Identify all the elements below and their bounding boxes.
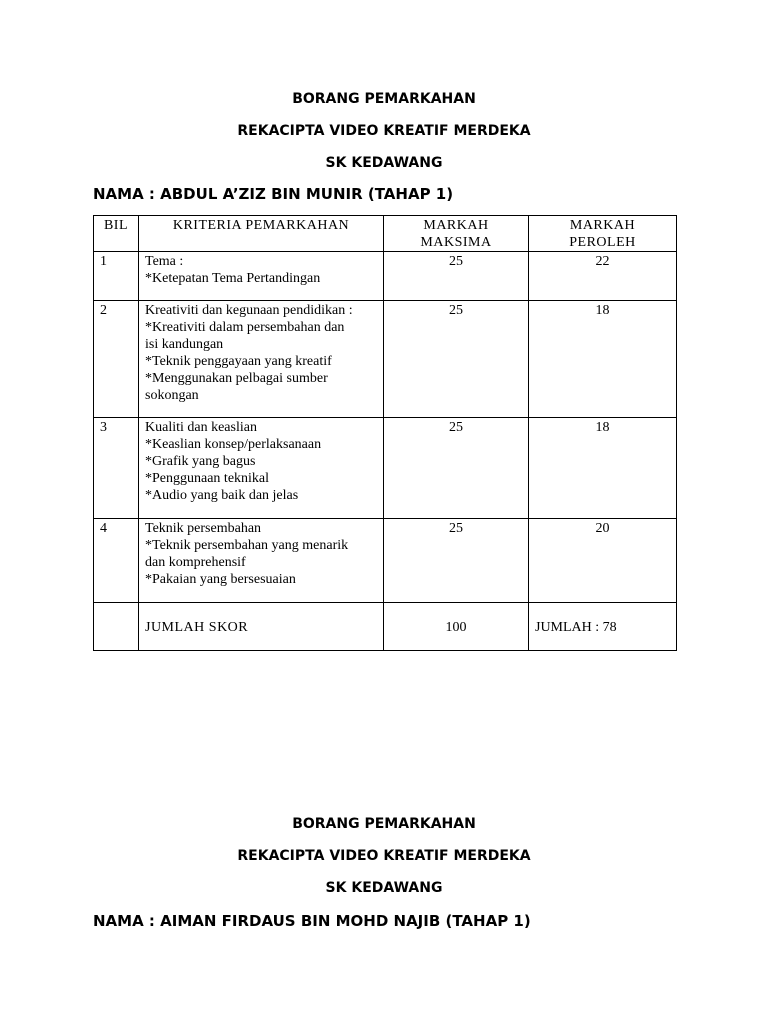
row-bil: 2 xyxy=(94,301,139,418)
table-row xyxy=(94,301,677,418)
row-maksima: 25 xyxy=(384,418,529,519)
kriteria-line: *Teknik persembahan yang menarik xyxy=(145,538,349,553)
score-table xyxy=(93,215,677,651)
form1-school: SK KEDAWANG xyxy=(325,155,443,171)
kriteria-line: *Teknik penggayaan yang kreatif xyxy=(145,354,332,369)
row-peroleh: 22 xyxy=(529,252,677,301)
table-row xyxy=(94,252,677,301)
row-kriteria xyxy=(139,418,384,519)
row-maksima: 25 xyxy=(384,301,529,418)
kriteria-line: *Audio yang baik dan jelas xyxy=(145,488,299,503)
kriteria-line: Teknik persembahan xyxy=(145,521,262,536)
row-bil: 1 xyxy=(94,252,139,301)
row-maksima: 25 xyxy=(384,252,529,301)
table-total-row xyxy=(94,603,677,651)
header-bil: BIL xyxy=(94,216,139,252)
total-bil-empty xyxy=(94,603,139,651)
row-kriteria xyxy=(139,301,384,418)
kriteria-line: Kualiti dan keaslian xyxy=(145,420,257,435)
row-kriteria xyxy=(139,519,384,603)
total-maksima: 100 xyxy=(384,603,529,651)
form2-nama: NAMA : AIMAN FIRDAUS BIN MOHD NAJIB (TAHAP 1) xyxy=(93,912,531,930)
kriteria-line: Kreativiti dan kegunaan pendidikan : xyxy=(145,303,353,318)
kriteria-line: *Ketepatan Tema Pertandingan xyxy=(145,271,321,286)
kriteria-line: dan komprehensif xyxy=(145,555,246,570)
form2-subtitle: REKACIPTA VIDEO KREATIF MERDEKA xyxy=(237,848,531,864)
row-peroleh: 18 xyxy=(529,418,677,519)
form2-title: BORANG PEMARKAHAN xyxy=(292,816,476,832)
table-row xyxy=(94,519,677,603)
row-maksima: 25 xyxy=(384,519,529,603)
row-peroleh: 18 xyxy=(529,301,677,418)
header-markah-peroleh xyxy=(529,216,677,252)
form2-school: SK KEDAWANG xyxy=(325,880,443,896)
header-maksima-line: MARKAH xyxy=(423,218,489,233)
header-maksima-line: MAKSIMA xyxy=(420,235,492,250)
total-peroleh: JUMLAH : 78 xyxy=(529,603,677,651)
kriteria-line: *Penggunaan teknikal xyxy=(145,471,270,486)
table-row xyxy=(94,418,677,519)
kriteria-line: *Menggunakan pelbagai sumber xyxy=(145,371,328,386)
header-peroleh-line: MARKAH xyxy=(569,218,636,233)
total-label: JUMLAH SKOR xyxy=(139,603,384,651)
table-header-row xyxy=(94,216,677,252)
kriteria-line: sokongan xyxy=(145,388,199,403)
kriteria-line: *Pakaian yang bersesuaian xyxy=(145,572,296,587)
row-kriteria xyxy=(139,252,384,301)
row-peroleh: 20 xyxy=(529,519,677,603)
form1-nama: NAMA : ABDUL A’ZIZ BIN MUNIR (TAHAP 1) xyxy=(93,185,454,203)
kriteria-line: *Kreativiti dalam persembahan dan xyxy=(145,320,345,335)
row-bil: 3 xyxy=(94,418,139,519)
form1-subtitle: REKACIPTA VIDEO KREATIF MERDEKA xyxy=(237,123,531,139)
form1-title: BORANG PEMARKAHAN xyxy=(292,91,476,107)
kriteria-line: *Grafik yang bagus xyxy=(145,454,256,469)
header-peroleh-line: PEROLEH xyxy=(569,235,636,250)
row-bil: 4 xyxy=(94,519,139,603)
kriteria-line: isi kandungan xyxy=(145,337,224,352)
kriteria-line: *Keaslian konsep/perlaksanaan xyxy=(145,437,322,452)
kriteria-line: Tema : xyxy=(145,254,184,269)
header-markah-maksima xyxy=(384,216,529,252)
header-kriteria: KRITERIA PEMARKAHAN xyxy=(139,216,384,252)
